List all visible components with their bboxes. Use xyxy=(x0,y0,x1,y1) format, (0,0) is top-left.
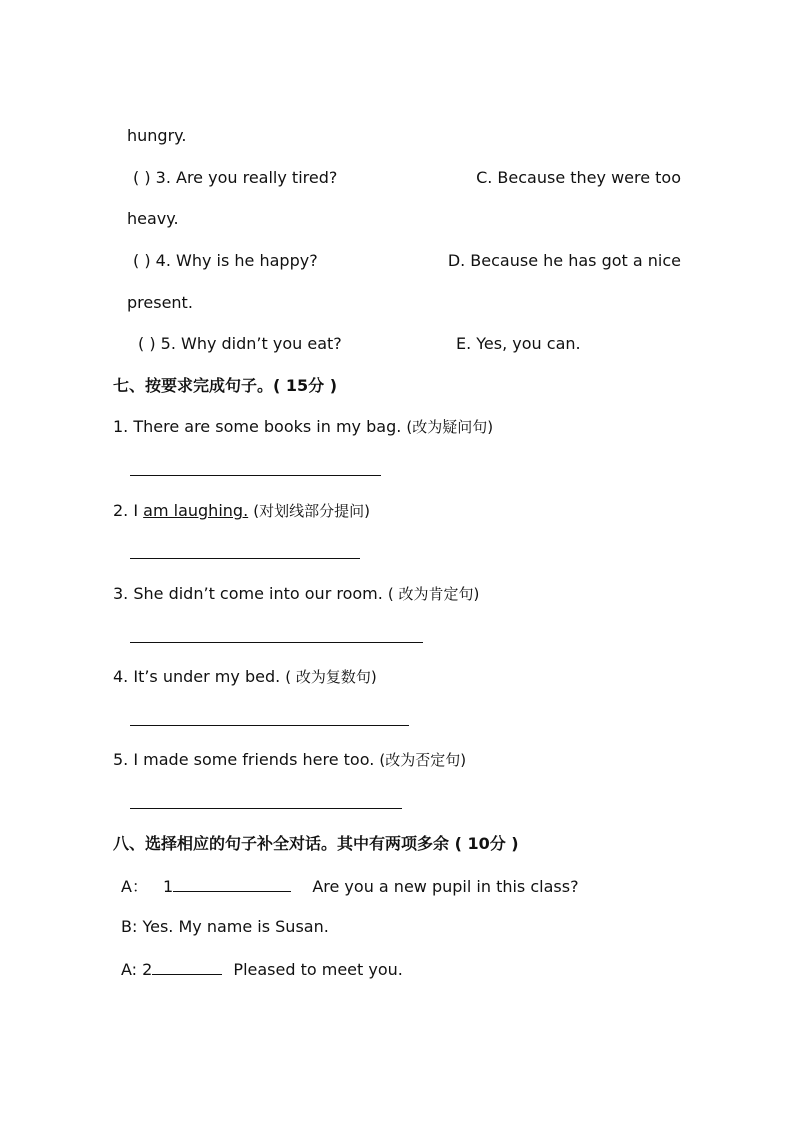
blank-number: 1 xyxy=(163,877,174,896)
dialogue-blank-1[interactable] xyxy=(173,875,291,892)
answer-blank-5[interactable] xyxy=(130,808,402,809)
item-text: 1. There are some books in my bag. xyxy=(113,417,402,436)
dialogue-line-2 xyxy=(121,917,329,937)
matching-continuation-1: hungry. xyxy=(127,126,187,145)
answer-blank-2[interactable] xyxy=(130,558,360,559)
answer-option-e: E. Yes, you can. xyxy=(456,334,581,353)
item-instruction: (改为疑问句) xyxy=(406,418,494,436)
matching-continuation-4: present. xyxy=(127,293,193,312)
item-text: 3. She didn’t come into our room. xyxy=(113,584,383,603)
section-7-item-4 xyxy=(113,667,377,687)
dialogue-blank-2[interactable] xyxy=(152,958,222,975)
dialogue-text: Are you a new pupil in this class? xyxy=(312,877,579,896)
matching-row-3 xyxy=(133,168,681,188)
section-8-title: 八、选择相应的句子补全对话。其中有两项多余 ( 10分 ) xyxy=(113,834,519,853)
item-instruction: ( 改为肯定句) xyxy=(387,585,480,603)
item-text: 5. I made some friends here too. xyxy=(113,750,375,769)
blank-number: 2 xyxy=(142,960,153,979)
matching-row-4 xyxy=(133,251,681,271)
answer-option-c: C. Because they were too xyxy=(476,168,681,187)
answer-blank-1[interactable] xyxy=(130,475,381,476)
question-3: ( ) 3. Are you really tired? xyxy=(133,168,338,187)
section-7-item-1 xyxy=(113,417,493,437)
underlined-phrase: am laughing. xyxy=(143,501,249,520)
item-instruction: (对划线部分提问) xyxy=(253,502,370,520)
section-7-item-5 xyxy=(113,750,466,770)
speaker-label: B: xyxy=(121,917,143,936)
item-instruction: (改为否定句) xyxy=(379,751,467,769)
dialogue-text: Yes. My name is Susan. xyxy=(142,917,329,936)
section-7-item-2 xyxy=(113,501,370,521)
question-4: ( ) 4. Why is he happy? xyxy=(133,251,318,270)
matching-continuation-3: heavy. xyxy=(127,209,179,228)
dialogue-line-1 xyxy=(121,875,579,897)
item-instruction: ( 改为复数句) xyxy=(285,668,377,686)
section-7-title: 七、按要求完成句子。( 15分 ) xyxy=(113,376,338,395)
speaker-label: A： xyxy=(121,877,148,896)
item-text: 4. It’s under my bed. xyxy=(113,667,281,686)
answer-option-d: D. Because he has got a nice xyxy=(447,251,681,270)
question-5: ( ) 5. Why didn’t you eat? xyxy=(138,334,342,353)
answer-blank-4[interactable] xyxy=(130,725,409,726)
dialogue-line-3 xyxy=(121,958,403,980)
section-7-item-3 xyxy=(113,584,479,604)
dialogue-text: Pleased to meet you. xyxy=(233,960,403,979)
speaker-label: A: xyxy=(121,960,143,979)
answer-blank-3[interactable] xyxy=(130,642,423,643)
item-text: 2. I xyxy=(113,501,144,520)
